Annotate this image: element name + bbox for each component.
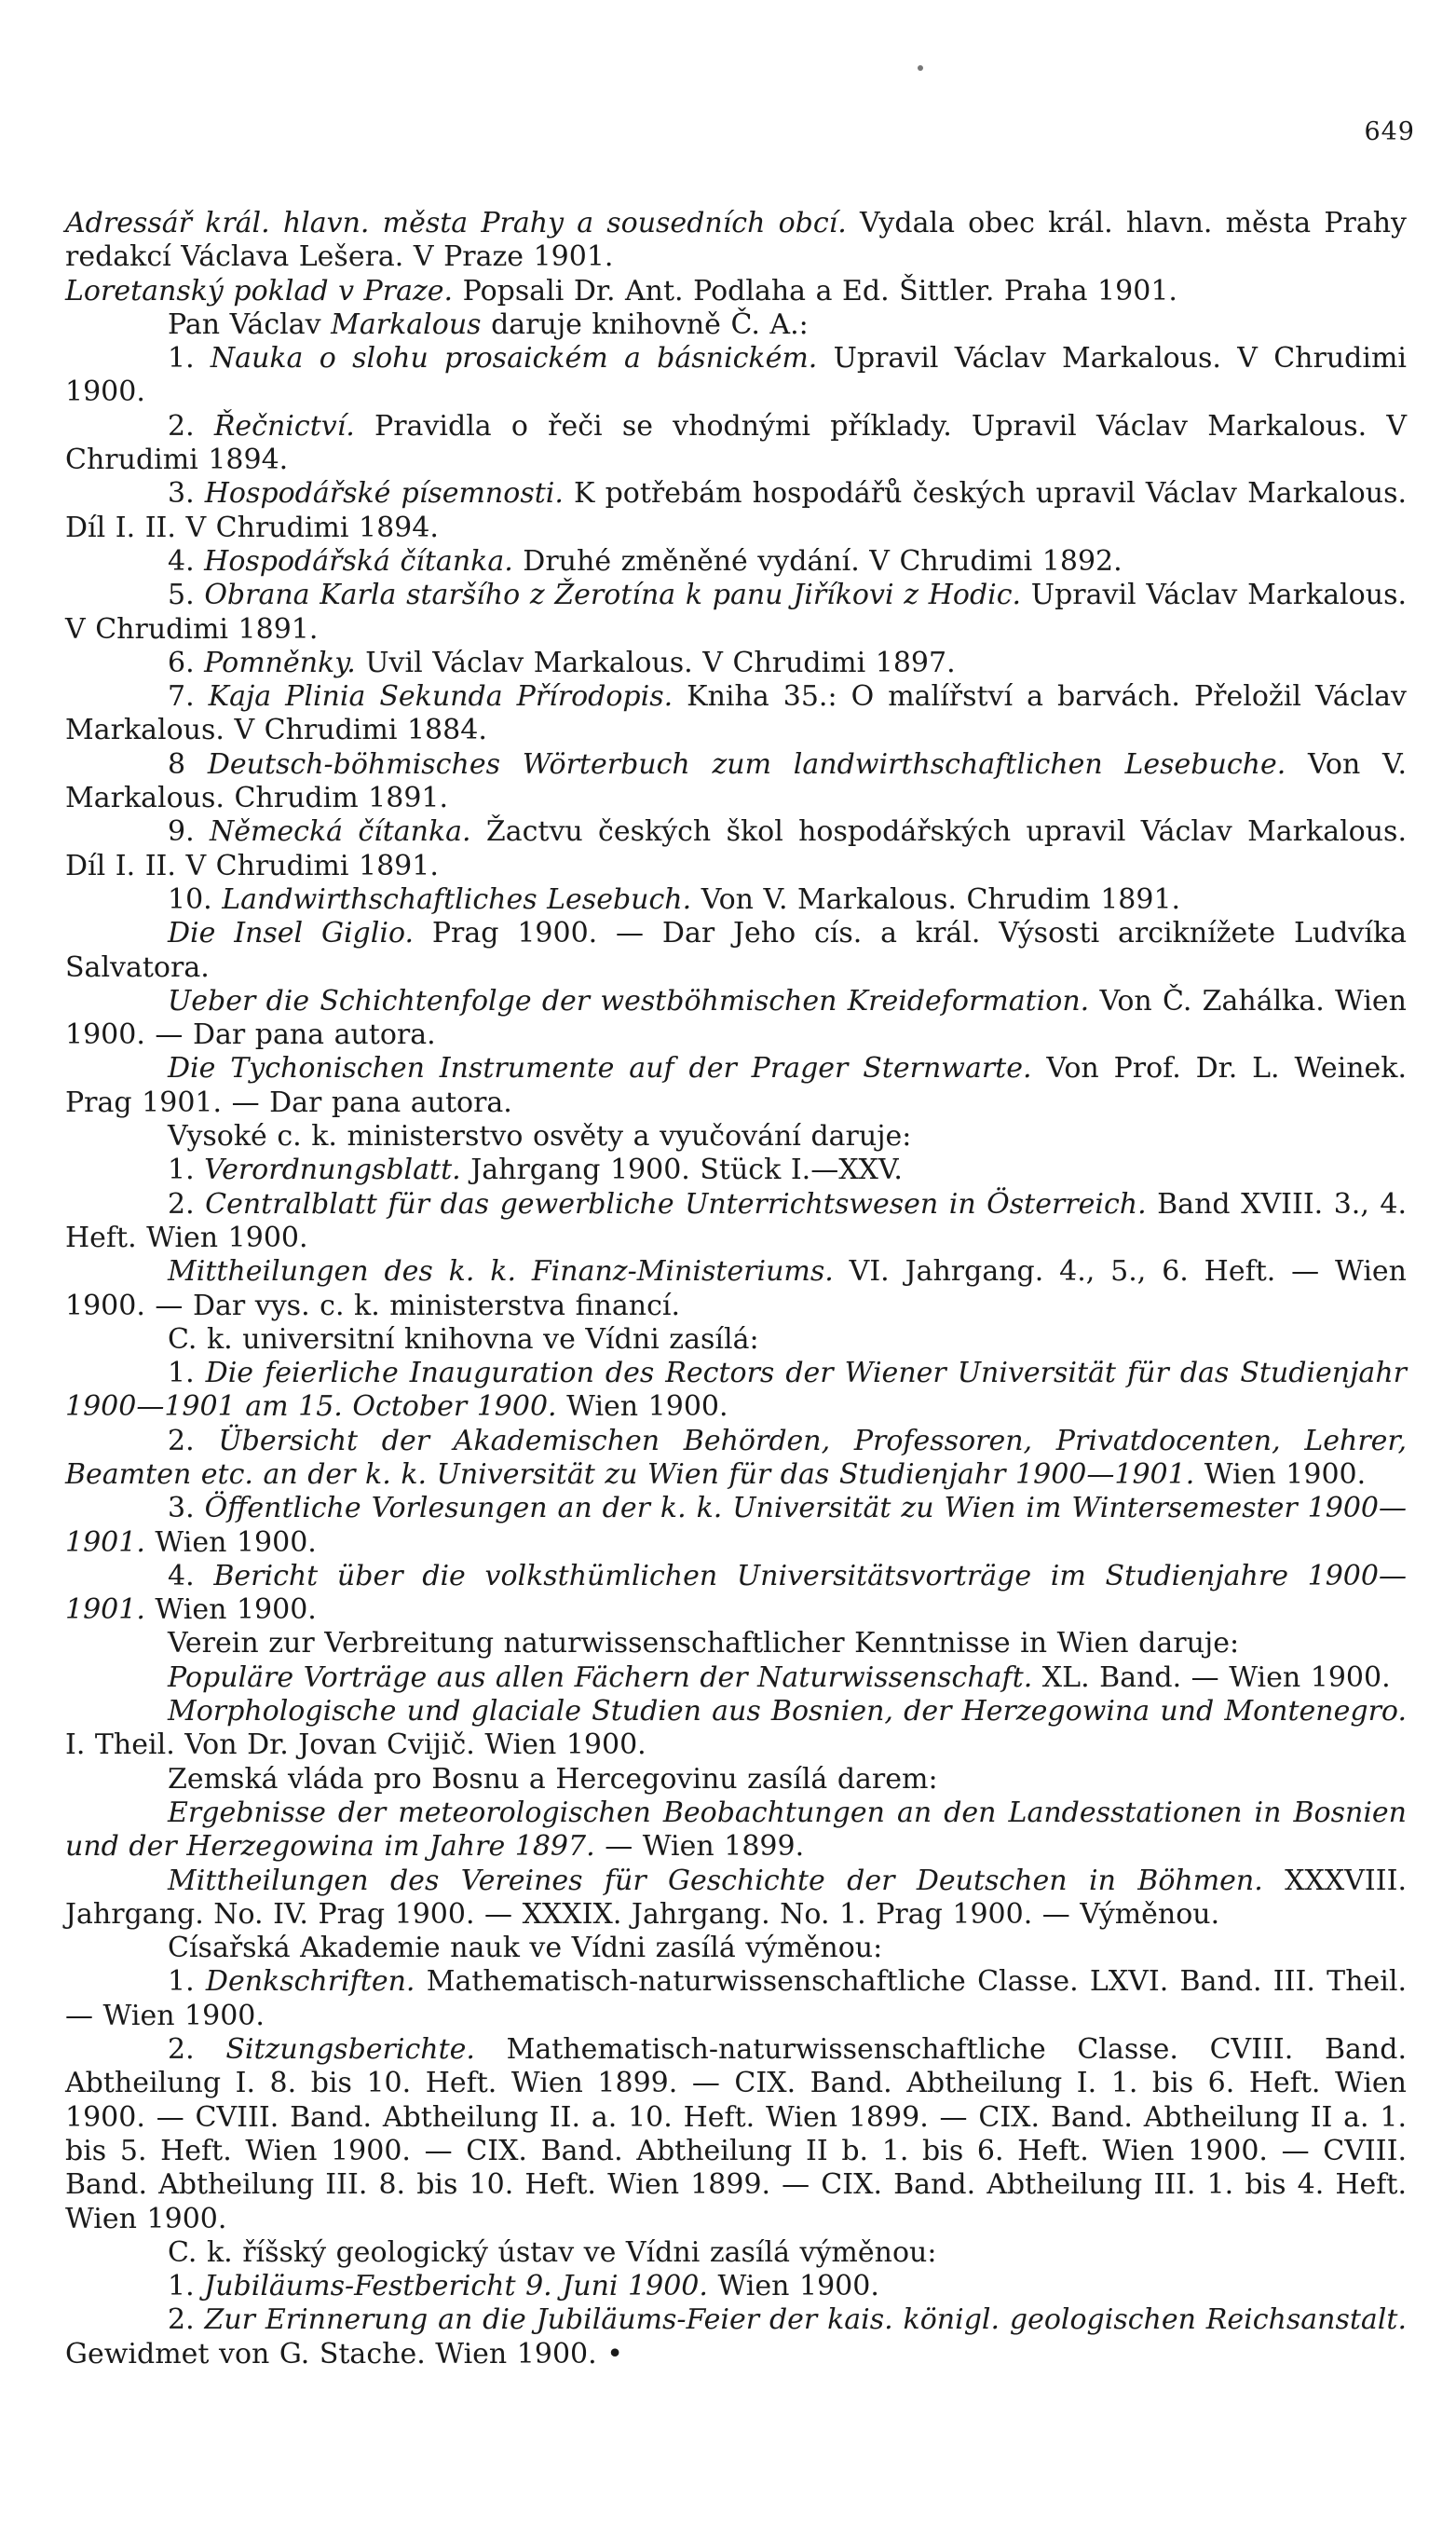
list-item — [65, 647, 1407, 680]
list-item — [65, 545, 1407, 579]
entry-title: Obrana Karla staršího z Žerotína k panu Jiříkovi z Hodic. — [204, 579, 1022, 612]
entry-text: daruje knihovně Č. A.: — [481, 307, 809, 341]
entry-text: Jahrgang 1900. Stück I.—XXV. — [460, 1154, 903, 1187]
donor-line: Císařská Akademie nauk ve Vídni zasílá výměnou: — [168, 1932, 883, 1965]
entry-prefix: Pan Václav — [168, 307, 332, 341]
entry-text: — Wien 1899. — [594, 1830, 805, 1864]
entry-adressar — [65, 207, 1407, 275]
entry-text: Upravil Václav Markalous. V Chrudimi 1900. — [65, 342, 1407, 409]
item-number: 4. — [168, 1559, 214, 1592]
list-item — [65, 410, 1407, 478]
list-item — [65, 1188, 1407, 1256]
list-item — [65, 1357, 1407, 1425]
item-number: 1. — [168, 342, 211, 376]
entry-title: Deutsch-böhmisches Wörterbuch zum landwirthschaftlichen Lesebuche. — [207, 747, 1286, 781]
item-number: 7. — [168, 680, 209, 714]
item-number: 2. — [168, 2303, 205, 2337]
entry-text: Von V. Markalous. Chrudim 1891. — [691, 882, 1181, 916]
item-number: 6. — [168, 646, 205, 679]
entry-text: Pravidla o řeči se vhodnými příklady. Upravil Václav Markalous. V Chrudimi 1894. — [65, 409, 1407, 477]
item-number: 2. — [168, 1187, 206, 1221]
entry-loretansky-poklad — [65, 275, 1407, 308]
entry-title: Jubiläums-Festbericht 9. Juni 1900. — [204, 2270, 708, 2303]
list-item — [65, 680, 1407, 748]
donor-zemska-vlada — [65, 1763, 1407, 1796]
entry-title: Kaja Plinia Sekunda Přírodopis. — [208, 680, 674, 714]
donor-geologicky-ustav — [65, 2236, 1407, 2270]
list-item — [65, 1965, 1407, 2033]
donor-verein — [65, 1627, 1407, 1660]
entry-title: Mittheilungen des Vereines für Geschichte der Deutschen in Böhmen. — [168, 1864, 1263, 1897]
entry-populaere-vortraege — [65, 1661, 1407, 1695]
list-item — [65, 815, 1407, 883]
item-number: 1. — [168, 2270, 205, 2303]
item-number: 9. — [168, 815, 210, 849]
entry-title: Nauka o slohu prosaickém a básnickém. — [210, 342, 818, 376]
entry-insel-giglio — [65, 917, 1407, 985]
entry-text: K potřebám hospodářů českých upravil Václav Markalous. Díl I. II. V Chrudimi 1894. — [65, 477, 1408, 544]
item-number: 4. — [168, 544, 205, 578]
entry-text: Mathematisch-naturwissenschaftliche Classe. CVIII. Band. Abtheilung I. 8. bis 10. Heft. Wien 1899. — CIX. Band. Abtheilung I. 1. bis 6. Heft. Wien 1900. — CVIII. Band. Abtheilung II. a. 10. Heft. Wien 1899. — CIX. Band. Abtheilung II a. 1. bis 5. Heft. Wien 1900. — CIX. Band. Abtheilung II b. 1. bis 6. Heft. Wien 1900. — CVIII. Band. Abtheilung III. 8. bis 10. Heft. Wien 1899. — CIX. Band. Abtheilung III. 1. bis 4. Heft. Wien 1900. — [65, 2033, 1407, 2235]
donor-line: C. k. universitní knihovna ve Vídni zasílá: — [168, 1322, 759, 1356]
list-item — [65, 342, 1407, 410]
entry-text: Von V. Markalous. Chrudim 1891. — [65, 747, 1407, 815]
entry-text: VI. Jahrgang. 4., 5., 6. Heft. — Wien 1900. — Dar vys. c. k. ministerstva financí. — [65, 1255, 1407, 1322]
item-number: 3. — [168, 477, 205, 511]
donor-line: Zemská vláda pro Bosnu a Hercegovinu zasílá darem: — [168, 1762, 938, 1796]
entry-title: Denkschriften. — [205, 1965, 415, 1999]
entry-title: Übersicht der Akademischen Behörden, Professoren, Privatdocenten, Lehrer, Beamten etc. an der k. k. Universität zu Wien für das Studienjahr 1900—1901. — [65, 1424, 1407, 1491]
entry-title: Öffentliche Vorlesungen an der k. k. Universität zu Wien im Wintersemester 1900—1901. — [65, 1492, 1407, 1559]
entry-ergebnisse — [65, 1796, 1407, 1865]
donor-ministerstvo — [65, 1120, 1407, 1154]
list-item — [65, 883, 1407, 917]
list-item — [65, 1492, 1407, 1560]
item-number: 2. — [168, 1424, 219, 1457]
entry-title: Pomněnky. — [204, 646, 356, 679]
list-item — [65, 579, 1407, 647]
entry-text: Wien 1900. — [707, 2270, 879, 2303]
item-number: 2. — [168, 2033, 226, 2067]
entry-title: Německá čítanka. — [209, 815, 471, 849]
entry-text: Von Č. Zahálka. Wien 1900. — Dar pana autora. — [65, 984, 1407, 1052]
entry-title: Die Insel Giglio. — [168, 917, 415, 950]
donor-line: Vysoké c. k. ministerstvo osvěty a vyučování daruje: — [168, 1120, 912, 1154]
list-item — [65, 1560, 1407, 1628]
donor-line: C. k. říšský geologický ústav ve Vídni zasílá výměnou: — [168, 2235, 937, 2269]
entry-text: Vydala obec král. hlavn. města Prahy redakcí Václava Lešera. V Praze 1901. — [65, 207, 1407, 274]
page-number: 649 — [1364, 117, 1415, 146]
entry-text: Popsali Dr. Ant. Podlaha a Ed. Šittler. Praha 1901. — [453, 274, 1177, 307]
entry-title: Bericht über die volksthümlichen Universitätsvorträge im Studienjahre 1900—1901. — [65, 1559, 1407, 1627]
entry-title: Die Tychonischen Instrumente auf der Prager Sternwarte. — [168, 1052, 1032, 1086]
item-number: 1. — [168, 1154, 205, 1187]
donor-akademie — [65, 1932, 1407, 1965]
entry-text: Wien 1900. — [1194, 1457, 1367, 1491]
entry-title: Adressář král. hlavn. města Prahy a sousedních obcí. — [65, 207, 847, 239]
entry-title: Landwirthschaftliches Lesebuch. — [222, 882, 692, 916]
scan-speck — [918, 65, 923, 71]
item-number: 2. — [168, 409, 214, 443]
entry-title: Morphologische und glaciale Studien aus Bosnien, der Herzegowina und Montenegro. — [168, 1695, 1407, 1728]
list-item — [65, 2303, 1407, 2371]
entry-text: Mathematisch-naturwissenschaftliche Classe. LXVI. Band. III. Theil. — Wien 1900. — [65, 1965, 1407, 2032]
entry-text: I. Theil. Von Dr. Jovan Cvijič. Wien 1900. — [65, 1728, 646, 1762]
list-item — [65, 2270, 1407, 2303]
entry-text: Kniha 35.: O malířství a barvách. Přeložil Václav Markalous. V Chrudimi 1884. — [65, 680, 1407, 747]
page-body — [65, 207, 1407, 2371]
item-number: 5. — [168, 579, 205, 612]
item-number: 10. — [168, 882, 223, 916]
entry-title: Mittheilungen des k. k. Finanz-Ministeriums. — [168, 1255, 834, 1289]
entry-text: Prag 1900. — Dar Jeho cís. a král. Výsosti arciknížete Ludvíka Salvatora. — [65, 917, 1407, 984]
entry-text: XXXVIII. Jahrgang. No. IV. Prag 1900. — XXXIX. Jahrgang. No. 1. Prag 1900. — Výměnou. — [65, 1864, 1407, 1931]
entry-title: Sitzungsberichte. — [225, 2033, 475, 2067]
entry-title: Zur Erinnerung an die Jubiläums-Feier der kais. königl. geologischen Reichsanstalt. — [204, 2303, 1407, 2337]
entry-schichtenfolge — [65, 985, 1407, 1053]
item-number: 1. — [168, 1965, 206, 1999]
entry-text: Druhé změněné vydání. V Chrudimi 1892. — [512, 544, 1123, 578]
list-item — [65, 1154, 1407, 1187]
entry-morphologische-studien — [65, 1695, 1407, 1763]
entry-text: Uvil Václav Markalous. V Chrudimi 1897. — [355, 646, 956, 679]
entry-title: Hospodářské písemnosti. — [204, 477, 564, 511]
list-item — [65, 748, 1407, 816]
donor-markalous — [65, 308, 1407, 342]
entry-title: Verordnungsblatt. — [204, 1154, 461, 1187]
list-item — [65, 2033, 1407, 2236]
entry-text: Wien 1900. — [144, 1593, 317, 1627]
entry-text: Wien 1900. — [144, 1525, 317, 1559]
entry-title: Řečnictví. — [213, 409, 355, 443]
entry-text: XL. Band. — Wien 1900. — [1032, 1660, 1391, 1694]
entry-title: Die feierliche Inauguration des Rectors der Wiener Universität für das Studienjahr 1900—1901 am 15. October 1900. — [65, 1357, 1407, 1424]
list-item — [65, 477, 1407, 545]
donor-line: Verein zur Verbreitung naturwissenschaftlicher Kenntnisse in Wien daruje: — [168, 1627, 1240, 1660]
entry-text: Upravil Václav Markalous. V Chrudimi 1891. — [65, 579, 1408, 646]
entry-title: Populäre Vorträge aus allen Fächern der Naturwissenschaft. — [168, 1660, 1033, 1694]
entry-title: Hospodářská čítanka. — [204, 544, 513, 578]
entry-title: Loretanský poklad v Praze. — [65, 274, 454, 307]
entry-finanz-ministerium — [65, 1255, 1407, 1323]
entry-text: Gewidmet von G. Stache. Wien 1900. • — [65, 2337, 623, 2370]
entry-title: Centralblatt für das gewerbliche Unterrichtswesen in Österreich. — [205, 1187, 1147, 1221]
entry-text: Wien 1900. — [556, 1390, 728, 1424]
entry-mittheilungen-vereines — [65, 1865, 1407, 1933]
item-number: 3. — [168, 1492, 205, 1525]
donor-name: Markalous — [331, 307, 482, 341]
item-number: 8 — [168, 747, 208, 781]
entry-text: Von Prof. Dr. L. Weinek. Prag 1901. — Dar pana autora. — [65, 1052, 1407, 1119]
list-item — [65, 1425, 1407, 1493]
entry-text: Band XVIII. 3., 4. Heft. Wien 1900. — [65, 1187, 1407, 1254]
donor-universitni-knihovna — [65, 1323, 1407, 1357]
entry-title: Ergebnisse der meteorologischen Beobachtungen an den Landesstationen in Bosnien und der Herzegowina im Jahre 1897. — [65, 1796, 1407, 1864]
entry-title: Ueber die Schichtenfolge der westböhmischen Kreideformation. — [168, 984, 1090, 1018]
entry-text: Žactvu českých škol hospodářských upravil Václav Markalous. Díl I. II. V Chrudimi 1891. — [65, 815, 1407, 882]
item-number: 1. — [168, 1357, 206, 1390]
entry-tychonischen — [65, 1052, 1407, 1120]
